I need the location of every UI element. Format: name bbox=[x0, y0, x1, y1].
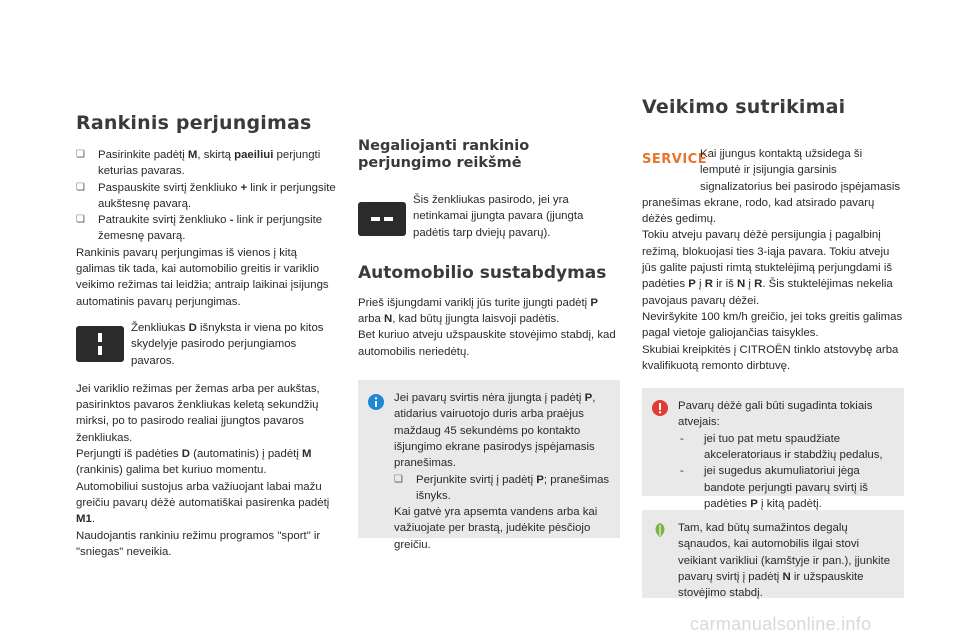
fault-text-4: Skubiai kreipkitės į CITROËN tinklo atstovybę arba kvalifikuotą remonto dirbtuvę. bbox=[642, 343, 899, 372]
warning-box: Pavarų dėžė gali būti sugadinta tokiais atvejais: - jei tuo pat metu spaudžiate akceleratoriaus ir stabdžių pedalus, - jei sugedus akumuliatoriui jėga bandote perjungti pavarų svirtį iš padėties P į kitą padėtį. bbox=[642, 388, 904, 496]
warning-item: - jei tuo pat metu spaudžiate akceleratoriaus ir stabdžių pedalus, bbox=[680, 432, 883, 462]
manual-para-1: Rankinis pavarų perjungimas iš vienos į kitą galimas tik tada, kai automobilio greitis ir variklio veikimo režimas tai leidžia; antraip laikinai įsijungs automatinis pavarų perjungimas. bbox=[76, 246, 329, 308]
bullet-marker-icon: ❏ bbox=[76, 214, 85, 226]
warning-item: - jei sugedus akumuliatoriui jėga bandote perjungti pavarų svirtį iš padėties P į kitą padėtį. bbox=[680, 465, 868, 510]
manual-para-5: Naudojantis rankiniu režimu programos "sport" ir "sniegas" neveikia. bbox=[76, 529, 321, 558]
manual-para-2: Jei variklio režimas per žemas arba per aukštas, pasirinktos pavaros ženkliukas keletą sekundžių mirksi, po to pasirodo realiai įjungtos pavaros ženkliukas. bbox=[76, 382, 320, 444]
eco-box: Tam, kad būtų sumažintos degalų sąnaudos, kai automobilis ilgai stovi veikiant varikliui (kamštyje ir pan.), įjunkite pavarų svirtį į padėtį N ir užspauskite stovėjimo stabdį. bbox=[642, 510, 904, 598]
fault-section bbox=[642, 96, 904, 598]
bullet-marker-icon: ❏ bbox=[394, 473, 403, 485]
leaf-icon bbox=[652, 522, 668, 543]
bullet-marker-icon: ❏ bbox=[76, 149, 85, 160]
vehicle-stop-title: Automobilio sustabdymas bbox=[358, 262, 607, 283]
manual-para-4: Automobiliui sustojus arba važiuojant labai mažu greičiu pavarų dėžė automatiškai pasirenka padėtį M1. bbox=[76, 480, 330, 526]
gear-indicator-icon bbox=[76, 326, 124, 362]
fault-text-2: Tokiu atveju pavarų dėžė persijungia į pagalbinį režimą, blokuojasi ties 3-iąja pavara. Tokiu atveju jūs galite pajusti rimtą stuktelėjimą perjungdami iš padėties P į R ir iš N į R. Šis stuktelėjimas nekelia pavojaus pavarų dėžei. bbox=[642, 229, 893, 307]
vehicle-stop-text-2: Bet kuriuo atveju užspauskite stovėjimo stabdį, kad automobilis neriedėtų. bbox=[358, 329, 616, 358]
vehicle-stop-text: Prieš išjungdami variklį jūs turite įjungti padėtį P arba N, kad būtų įjungta laisvoji padėtis. bbox=[358, 296, 598, 326]
bullet-marker-icon: ❏ bbox=[76, 181, 85, 193]
invalid-value-note: Šis ženkliukas pasirodo, jei yra netinkamai įjungta pavara (įjungta padėtis tarp dviejų pavarų). bbox=[358, 192, 620, 241]
manual-shift-title: Rankinis perjungimas bbox=[76, 112, 312, 134]
invalid-value-title: Negaliojanti rankinio perjungimo reikšmė bbox=[358, 138, 530, 171]
info-box: Jei pavarų svirtis nėra įjungta į padėtį P, atidarius vairuotojo duris arba praėjus maždaug 45 sekundėms po kontakto išjungimo ekrane pasirodys įspėjamasis pranešimas. ❏ Perjunkite svirtį į padėtį P; pranešimas išnyks. Kai gatvė yra apsemta vandens arba kai važiuojate per brastą, judėkite pėsčiojo greičiu. bbox=[358, 380, 620, 538]
dash-dash-indicator-icon bbox=[358, 202, 406, 236]
fault-text-3: Neviršykite 100 km/h greičio, jei toks greitis galimas pagal vietoje galiojančias taisykles. bbox=[642, 310, 903, 340]
bullet-item: ❏ Paspauskite svirtį ženkliuko + link ir perjungsite aukštesnę pavarą. bbox=[76, 180, 338, 213]
info-bullet: ❏ Perjunkite svirtį į padėtį P; pranešimas išnyks. bbox=[394, 472, 610, 505]
bullet-item: ❏ Patraukite svirtį ženkliuko - link ir perjungsite žemesnę pavarą. bbox=[76, 212, 338, 245]
manual-shift-section bbox=[76, 112, 338, 560]
fault-title: Veikimo sutrikimai bbox=[642, 96, 846, 118]
service-warning-icon: SERVICE bbox=[642, 152, 708, 167]
warning-icon bbox=[652, 400, 668, 421]
fault-text-1: Kai įjungus kontaktą užsidega ši lemputė ir įsijungia garsinis signalizatorius bei pasirodo įspėjamasis pranešimas ekrane, rodo, kad atsirado pavarų dėžės gedimų. bbox=[642, 148, 901, 226]
manual-para-3: Perjungti iš padėties D (automatinis) į padėtį M (rankinis) galima bet kuriuo momentu. bbox=[76, 448, 312, 477]
info-icon bbox=[368, 394, 384, 415]
d-indicator-note: Ženkliukas D išnyksta ir viena po kitos skydelyje pasirodo perjungiamos pavaros. bbox=[76, 320, 338, 369]
watermark: carmanualsonline.info bbox=[690, 614, 872, 634]
bullet-item: ❏ Pasirinkite padėtį M, skirtą paeiliui perjungti keturias pavaras. bbox=[76, 147, 338, 180]
middle-column bbox=[358, 138, 620, 551]
